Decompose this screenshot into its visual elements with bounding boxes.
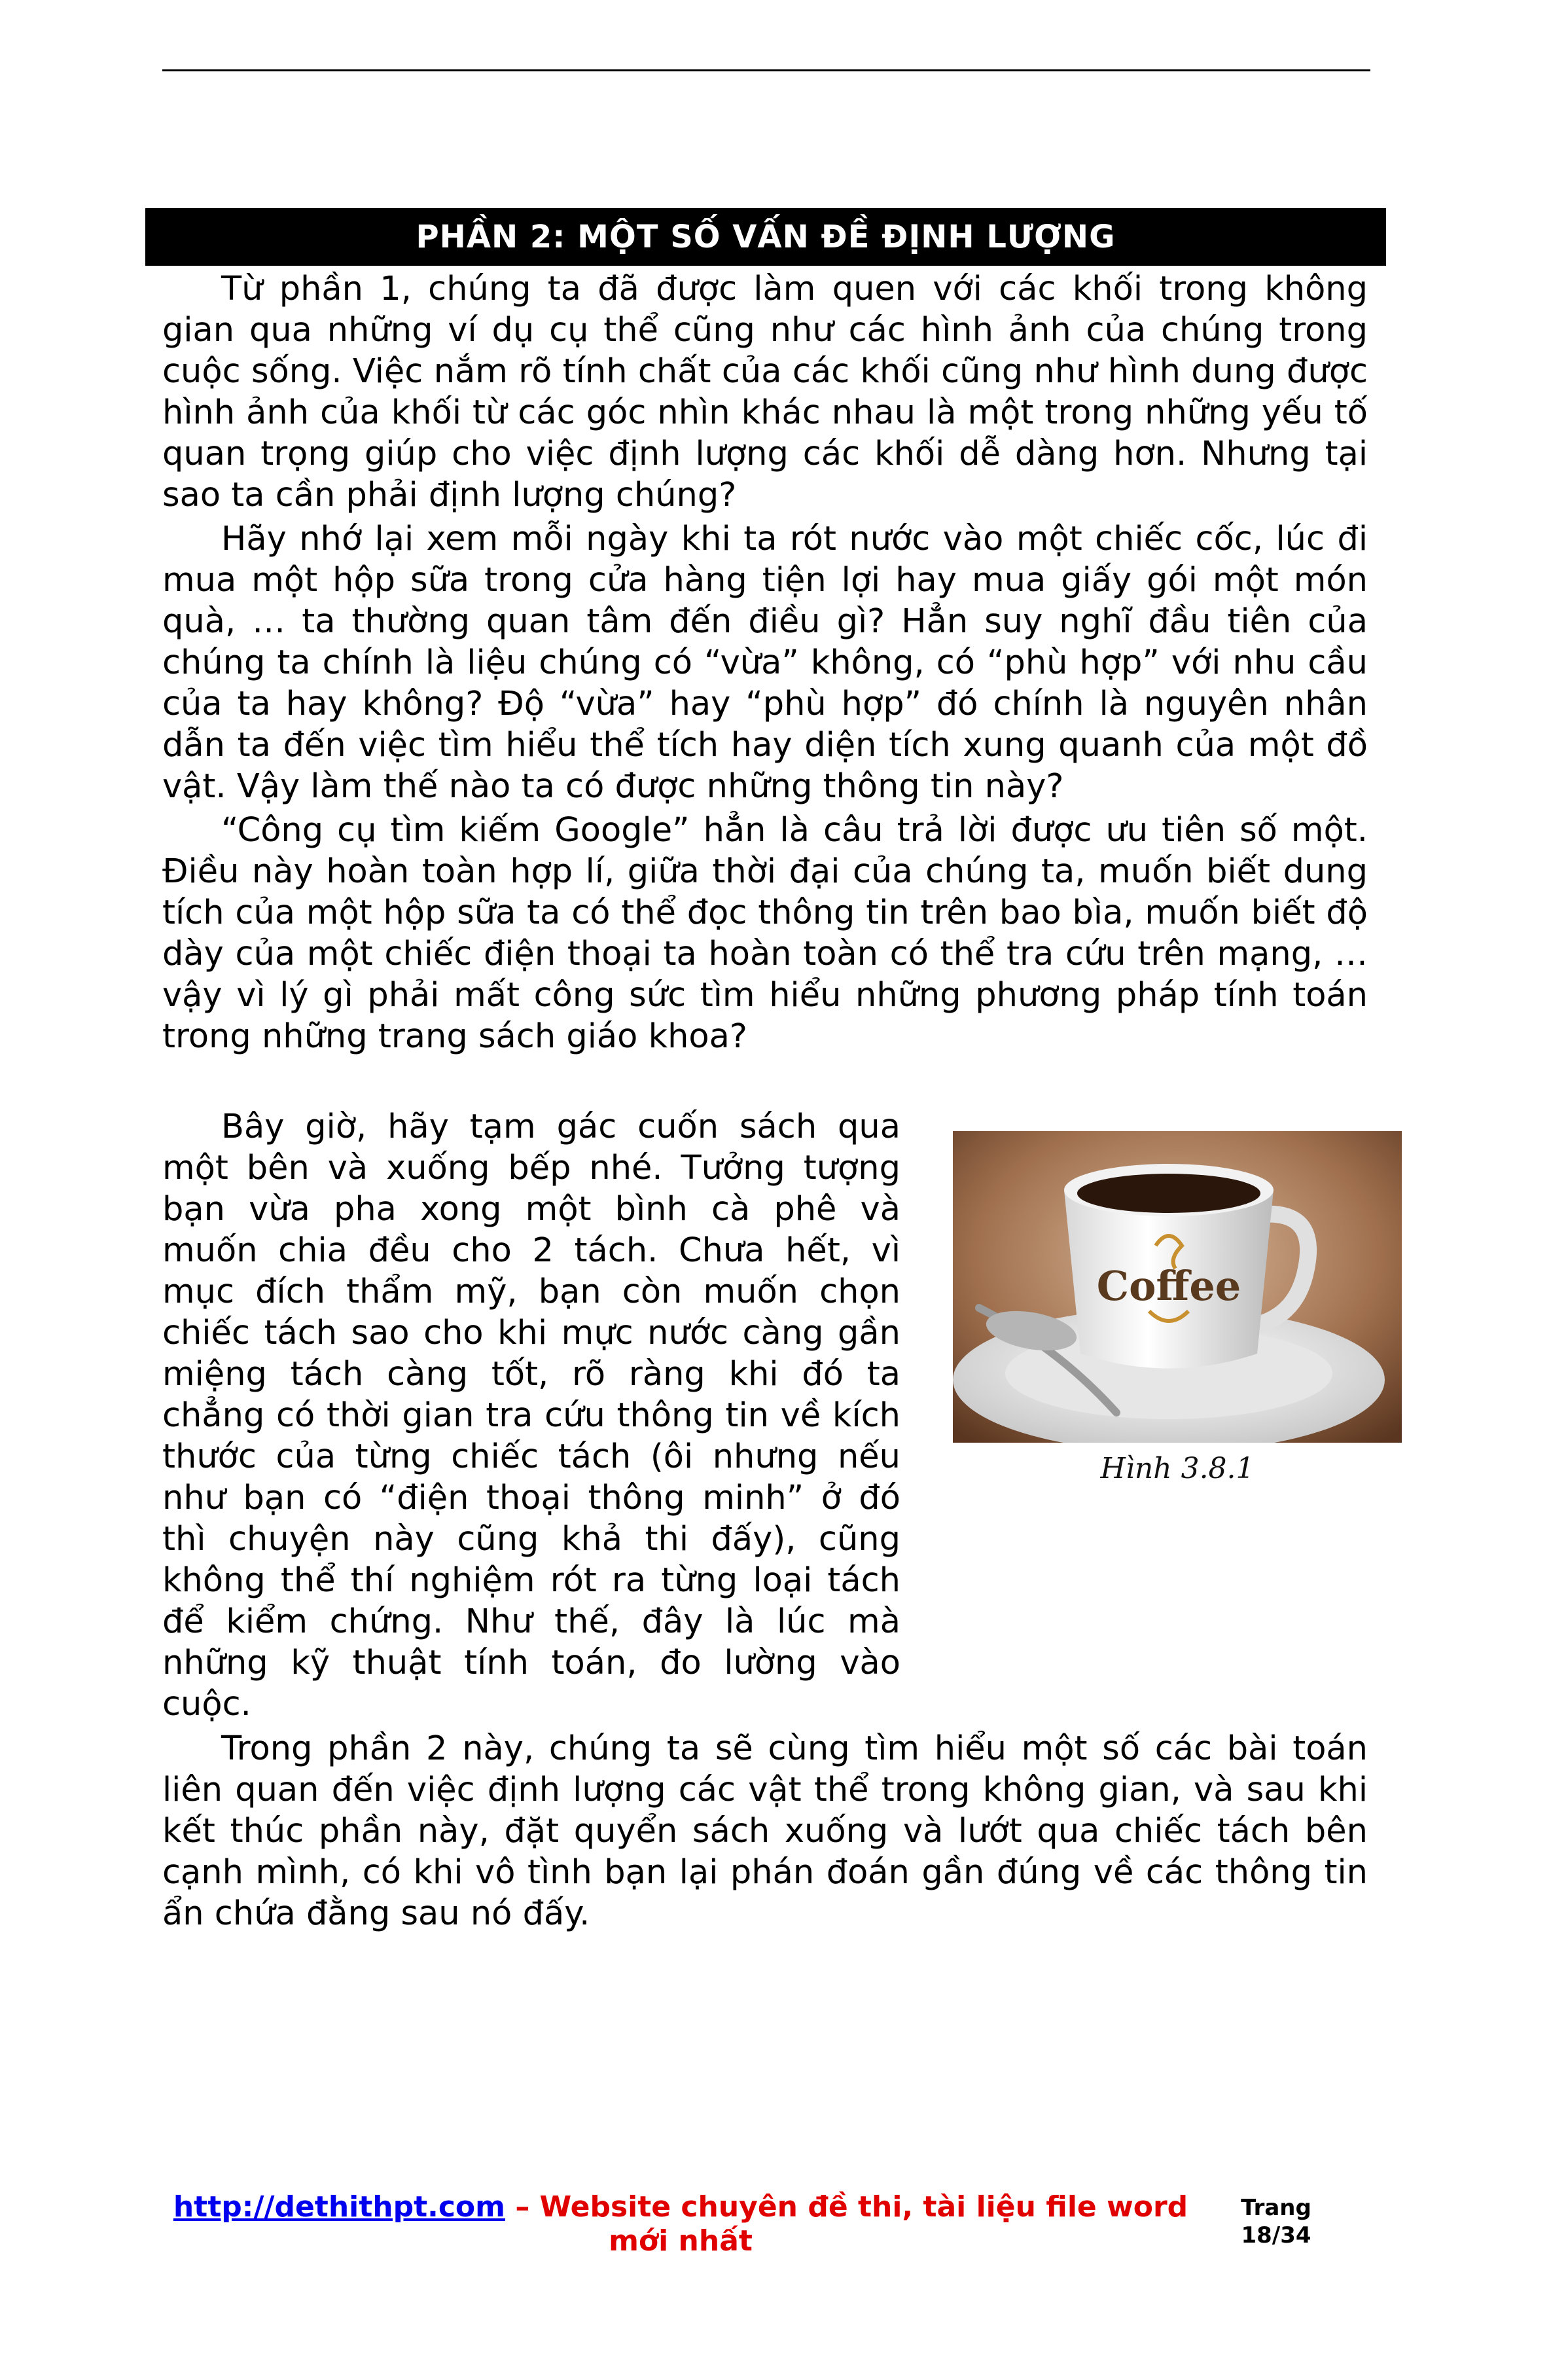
section-title: PHẦN 2: MỘT SỐ VẤN ĐỀ ĐỊNH LƯỢNG (416, 219, 1116, 255)
paragraph-3: “Công cụ tìm kiếm Google” hẳn là câu trả lời được ưu tiên số một. Điều này hoàn toàn hợp lí, giữa thời đại của chúng ta, muốn biết dung tích của một hộp sữa ta có thể đọc thông tin trên bao bìa, muốn biết độ dày của một chiếc điện thoại ta hoàn toàn có thể tra cứu trên mạng, … vậy vì lý gì phải mất công sức tìm hiểu những phương pháp tính toán trong những trang sách giáo khoa? (162, 811, 1368, 1056)
page-number (1224, 2194, 1328, 2249)
section-title-banner (145, 208, 1386, 266)
footer-tagline: – Website chuyên đề thi, tài liệu file word mới nhất (505, 2190, 1188, 2258)
cup-logo-text: Coffee (1096, 1262, 1241, 1310)
coffee-cup-photo (953, 1131, 1402, 1443)
header-rule (162, 69, 1370, 71)
figure-caption: Hình 3.8.1 (1100, 1452, 1255, 1485)
paragraph-4: Bây giờ, hãy tạm gác cuốn sách qua một bên và xuống bếp nhé. Tưởng tượng bạn vừa pha xong một bình cà phê và muốn chia đều cho 2 tách. Chưa hết, vì mục đích thẩm mỹ, bạn còn muốn chọn chiếc tách sao cho khi mực nước càng gần miệng tách càng tốt, rõ ràng khi đó ta chẳng có thời gian tra cứu thông tin về kích thước của từng chiếc tách (ôi nhưng nếu như bạn có “điện thoại thông minh” ở đó thì chuyện này cũng khả thi đấy), cũng không thể thí nghiệm rót ra từng loại tách để kiểm chứng. Như thế, đây là lúc mà những kỹ thuật tính toán, đo lường vào cuộc. (162, 1108, 900, 1724)
page-count: 18/34 (1241, 2222, 1311, 2248)
paragraph-2: Hãy nhớ lại xem mỗi ngày khi ta rót nước vào một chiếc cốc, lúc đi mua một hộp sữa trong cửa hàng tiện lợi hay mua giấy gói một món quà, … ta thường quan tâm đến điều gì? Hẳn suy nghĩ đầu tiên của chúng ta chính là liệu chúng có “vừa” không, có “phù hợp” với nhu cầu của ta hay không? Độ “vừa” hay “phù hợp” đó chính là nguyên nhân dẫn ta đến việc tìm hiểu thể tích hay diện tích xung quanh của một đồ vật. Vậy làm thế nào ta có được những thông tin này? (162, 520, 1368, 806)
paragraph-5: Trong phần 2 này, chúng ta sẽ cùng tìm hiểu một số các bài toán liên quan đến việc định lượng các vật thể trong không gian, và sau khi kết thúc phần này, đặt quyển sách xuống và lướt qua chiếc tách bên cạnh mình, có khi vô tình bạn lại phán đoán gần đúng về các thông tin ẩn chứa đằng sau nó đấy. (162, 1729, 1368, 1933)
footer (170, 2190, 1191, 2258)
page-label: Trang (1241, 2195, 1311, 2221)
intro-paragraphs (162, 268, 1368, 1060)
wrapped-paragraph (162, 1106, 900, 1727)
footer-link[interactable]: http://dethithpt.com (173, 2190, 506, 2224)
closing-paragraph (162, 1728, 1368, 1937)
paragraph-1: Từ phần 1, chúng ta đã được làm quen với các khối trong không gian qua những ví dụ cụ thể cũng như các hình ảnh của chúng trong cuộc sống. Việc nắm rõ tính chất của các khối cũng như hình dung được hình ảnh của khối từ các góc nhìn khác nhau là một trong những yếu tố quan trọng giúp cho việc định lượng các khối dễ dàng hơn. Nhưng tại sao ta cần phải định lượng chúng? (162, 270, 1368, 515)
